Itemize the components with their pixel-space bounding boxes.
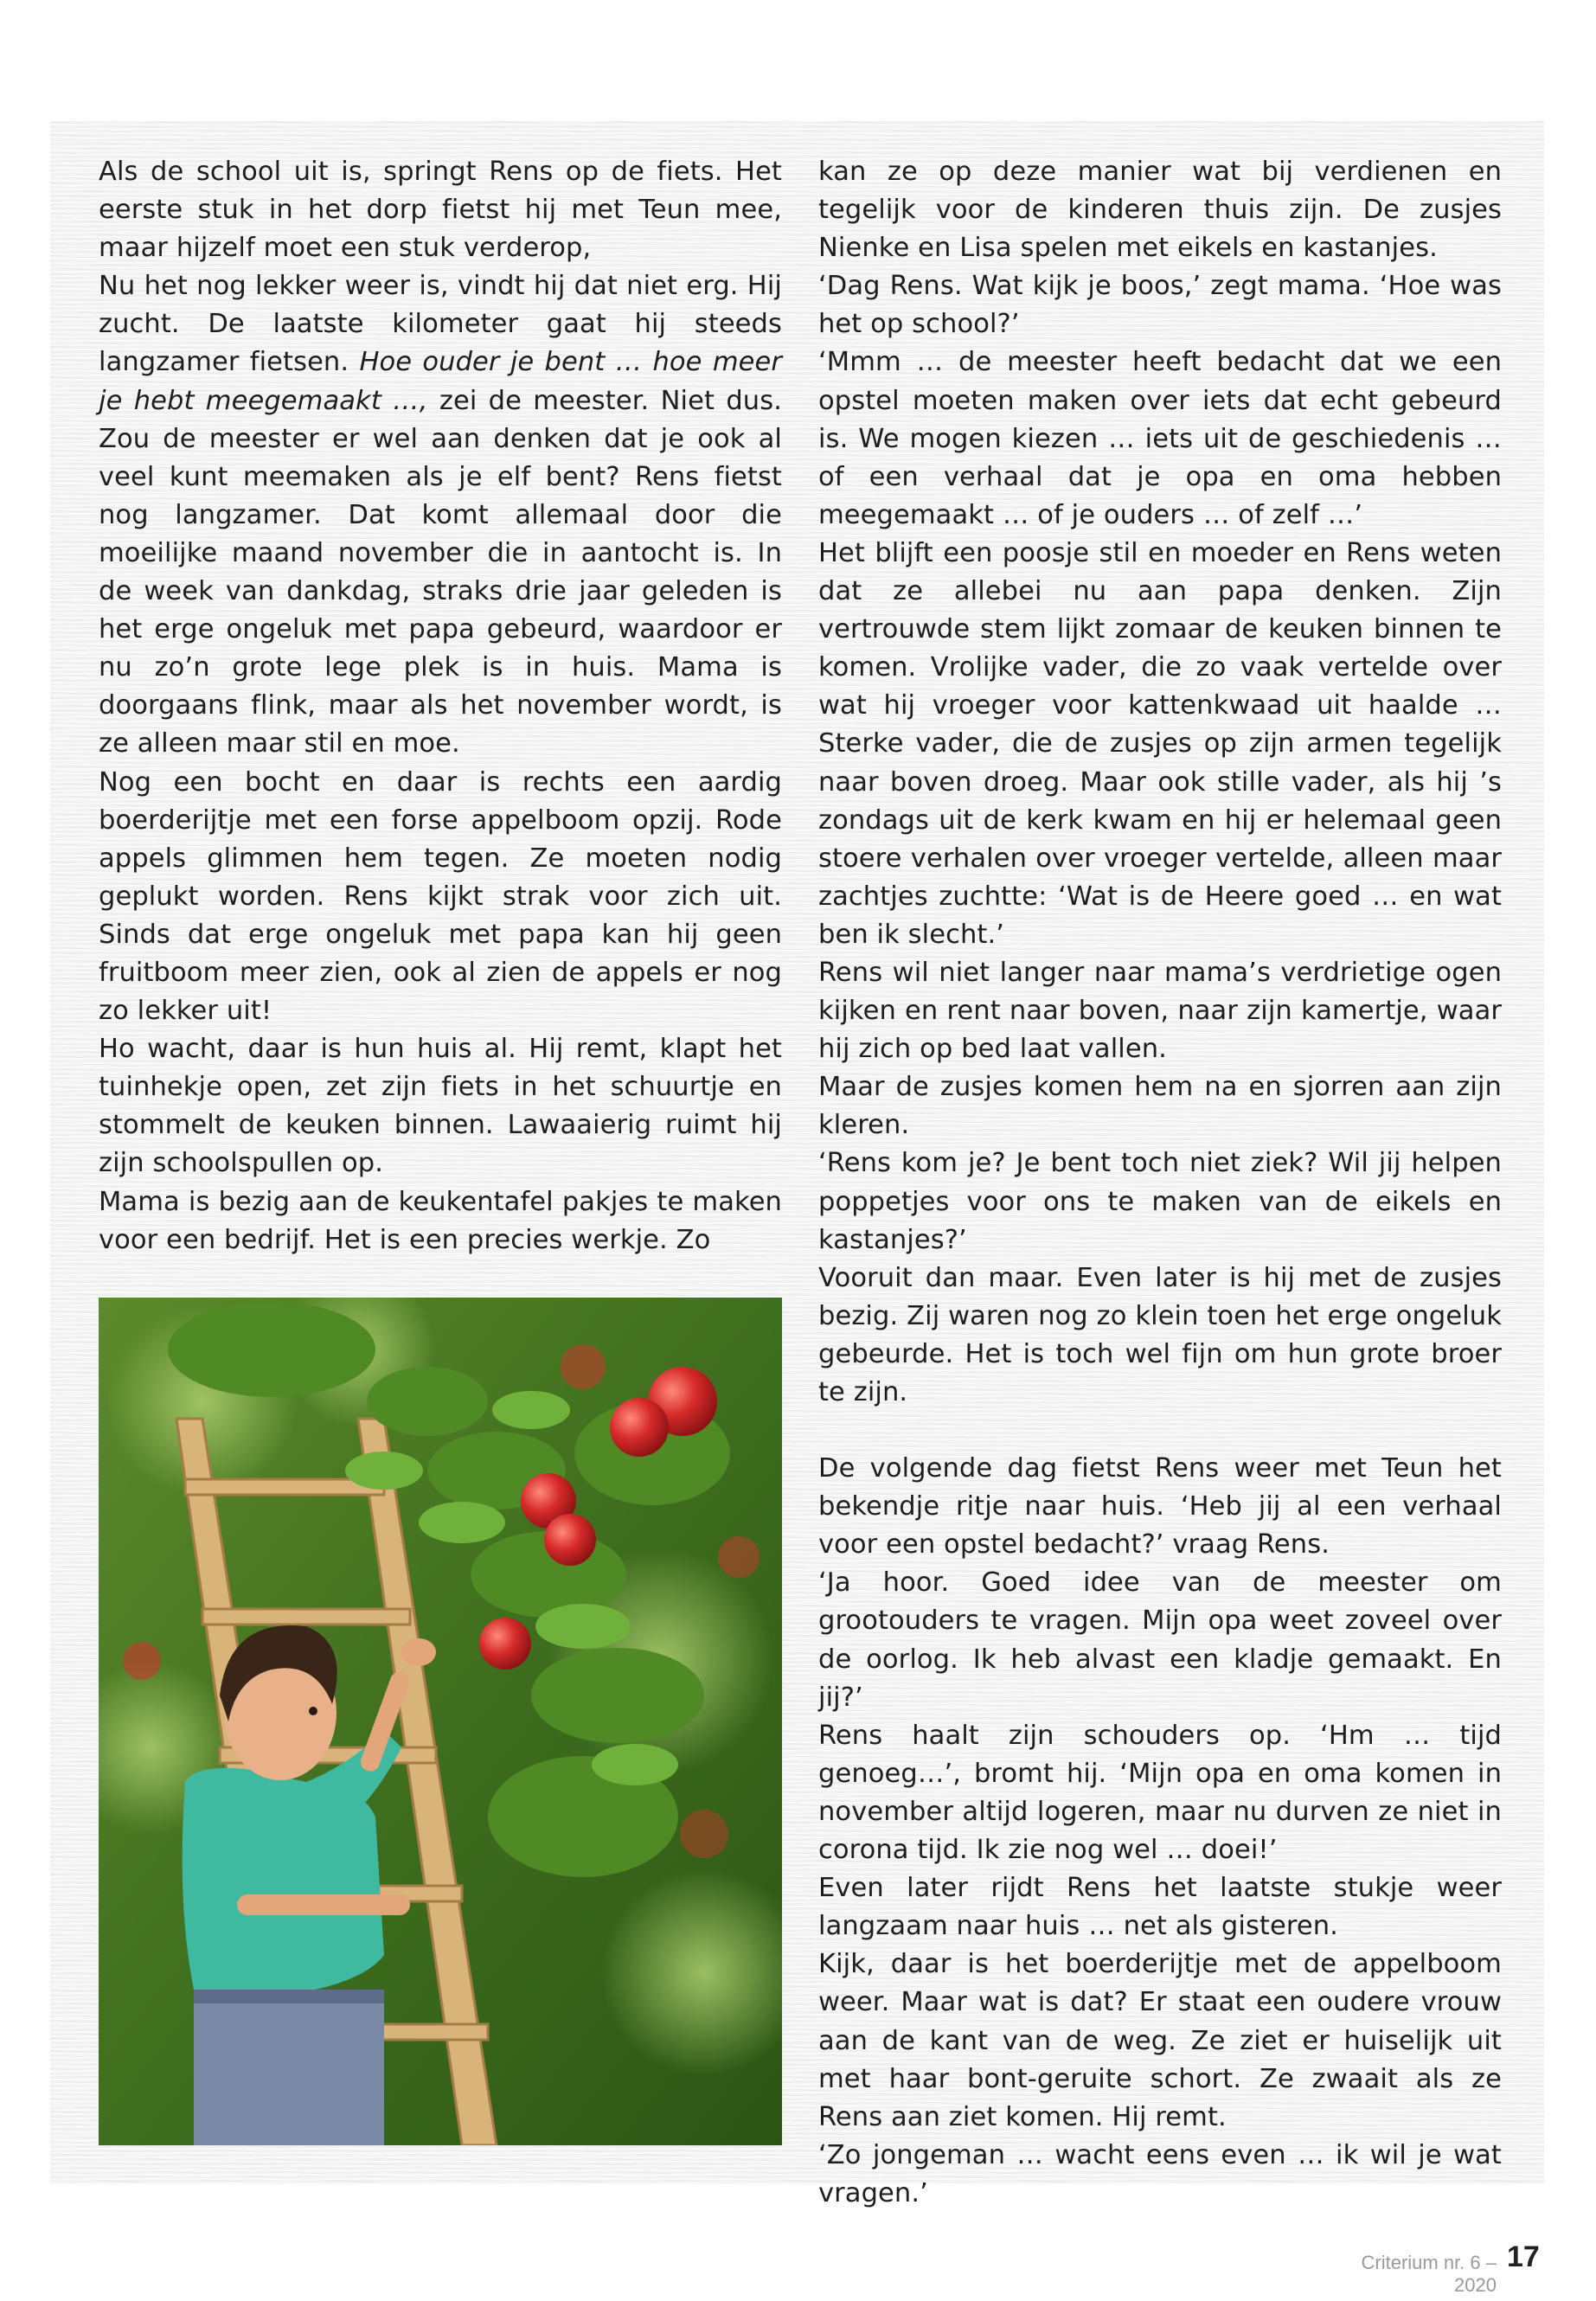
paragraph: Rens haalt zijn schouders op. ‘Hm … tijd genoeg…’, bromt hij. ‘Mijn opa en oma komen in november altijd logeren, maar nu durven ze niet in corona tijd. Ik zie nog wel … doei!’ (818, 1720, 1502, 1866)
paragraph: Nog een bocht en daar is rechts een aardig boerderijtje met een forse appelboom opzij. Rode appels glimmen hem tegen. Ze moeten nodig geplukt worden. Rens kijkt strak voor zich uit. Sinds dat erge ongeluk met papa kan hij geen fruitboom meer zien, ook al zien de appels er nog zo lekker uit! (99, 766, 782, 1027)
paragraph: ‘Dag Rens. Wat kijk je boos,’ zegt mama. ‘Hoe was het op school?’ (818, 271, 1502, 340)
paragraph: ‘Zo jongeman … wacht eens even … ik wil je wat vragen.’ (818, 2139, 1502, 2208)
paragraph: ‘Mmm … de meester heeft bedacht dat we een opstel moeten maken over iets dat echt gebeurd is. We mogen kiezen … iets uit de geschiedenis … of een verhaal dat je opa en oma hebben meegemaakt … of je ouders … of zelf …’ (818, 347, 1502, 530)
paragraph: Het blijft een poosje stil en moeder en Rens weten dat ze allebei nu aan papa denken. Zijn vertrouwde stem lijkt zomaar de keuken binnen te komen. Vrolijke vader, die zo vaak vertelde over wat hij vroeger voor kattenkwaad uit haalde … Sterke vader, die de zusjes op zijn armen tegelijk naar boven droeg. Maar ook stille vader, als hij ’s zondags uit de kerk kwam en hij er helemaal geen stoere verhalen over vroeger vertelde, alleen maar zachtjes zuchtte: ‘Wat is de Heere goed … en wat ben ik slecht.’ (818, 537, 1502, 950)
paragraph: ‘Rens kom je? Je bent toch niet ziek? Wil jij helpen poppetjes voor ons te maken van de eikels en kastanjes?’ (818, 1148, 1502, 1255)
page-number: 17 (1507, 2240, 1540, 2273)
paragraph (99, 267, 782, 763)
boy-picking-apples-photo (99, 1298, 782, 2145)
paragraph: Kijk, daar is het boerderijtje met de appelboom weer. Maar wat is dat? Er staat een oudere vrouw aan de kant van de weg. Ze ziet er huiselijk uit met haar bont-geruite schort. Ze zwaait als ze Rens aan ziet komen. Hij remt. (818, 1949, 1502, 2132)
quoted-saying: Hoe ouder je bent … hoe meer je hebt meegemaakt …, (99, 347, 782, 416)
paragraph-text: zei de meester. Niet dus. Zou de meester er wel aan denken dat je ook al veel kunt meemaken als je elf bent? Rens fietst nog langzamer. Dat komt allemaal door die moeilijke maand november die in aantocht is. In de week van dankdag, straks drie jaar geleden is het erge ongeluk met papa gebeurd, waardoor er nu zo’n grote lege plek is in huis. Mama is doorgaans flink, maar als het november wordt, is ze alleen maar stil en moe. (99, 385, 782, 760)
article-left-column (99, 153, 782, 1259)
paragraph: Rens wil niet langer naar mama’s verdrietige ogen kijken en rent naar boven, naar zijn kamertje, waar hij zich op bed laat vallen. (818, 957, 1502, 1065)
paragraph: Als de school uit is, springt Rens op de fiets. Het eerste stuk in het dorp fietst hij met Teun mee, maar hijzelf moet een stuk verderop, (99, 157, 782, 264)
paragraph: De volgende dag fietst Rens weer met Teun het bekendje ritje naar huis. ‘Heb jij al een verhaal voor een opstel bedacht?’ vraag Rens. (818, 1453, 1502, 1561)
article-right-column (818, 153, 1502, 2213)
paragraph: Maar de zusjes komen hem na en sjorren aan zijn kleren. (818, 1072, 1502, 1141)
paragraph: kan ze op deze manier wat bij verdienen en tegelijk voor de kinderen thuis zijn. De zusjes Nienke en Lisa spelen met eikels en kastanjes. (818, 157, 1502, 264)
paragraph: ‘Ja hoor. Goed idee van de meester om grootouders te vragen. Mijn opa weet zoveel over de oorlog. Ik heb alvast een kladje gemaakt. En jij?’ (818, 1567, 1502, 1713)
paragraph: Mama is bezig aan de keukentafel pakjes te maken voor een bedrijf. Het is een precies werkje. Zo (99, 1186, 782, 1255)
paragraph-text: Nu het nog lekker weer is, vindt hij dat niet erg. Hij zucht. De laatste kilometer gaat hij steeds langzamer fietsen. (99, 271, 782, 378)
paragraph-break (818, 1412, 1502, 1450)
paragraph: Vooruit dan maar. Even later is hij met de zusjes bezig. Zij waren nog zo klein toen het erge ongeluk gebeurde. Het is toch wel fijn om hun grote broer te zijn. (818, 1262, 1502, 1407)
publication-footer: Criterium nr. 6 – 2020 (1361, 2252, 1497, 2296)
paragraph: Ho wacht, daar is hun huis al. Hij remt, klapt het tuinhekje open, zet zijn fiets in het schuurtje en stommelt de keuken binnen. Lawaaierig ruimt hij zijn schoolspullen op. (99, 1034, 782, 1179)
paragraph: Even later rijdt Rens het laatste stukje weer langzaam naar huis … net als gisteren. (818, 1873, 1502, 1942)
